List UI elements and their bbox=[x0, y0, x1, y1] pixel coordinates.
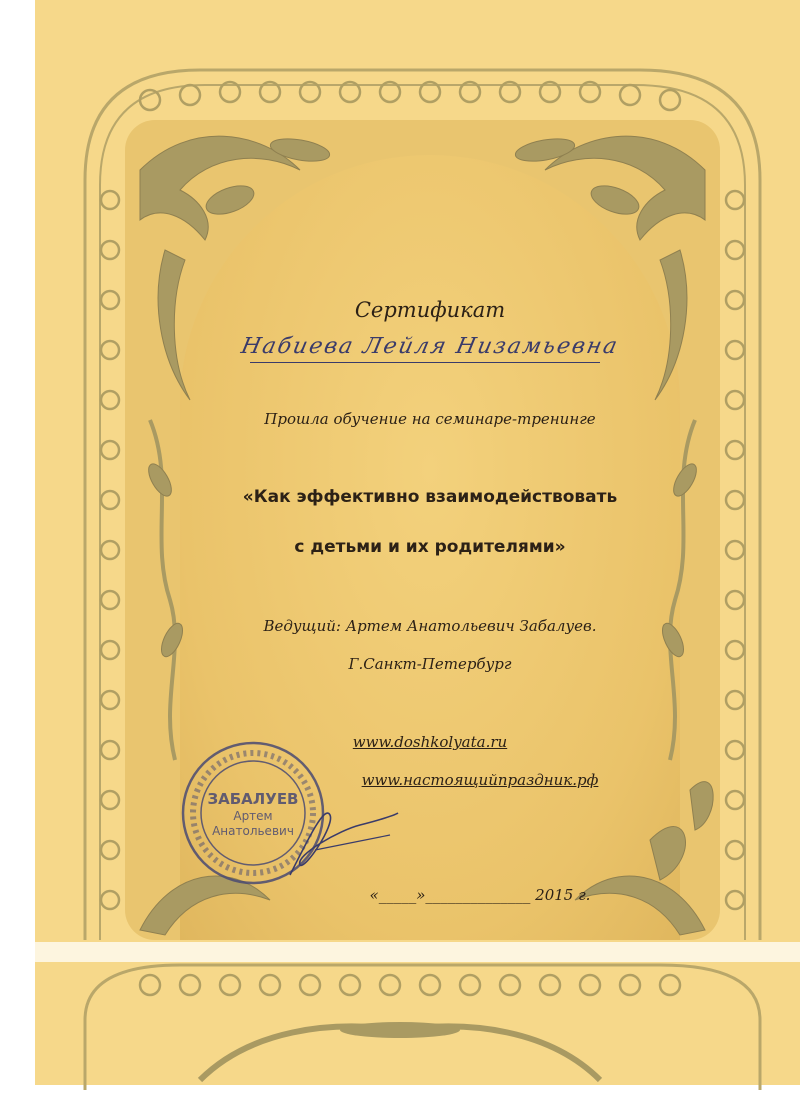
course-title-line-2: с детьми и их родителями» bbox=[294, 537, 566, 557]
city: Г.Санкт-Петербург bbox=[348, 655, 512, 673]
signature bbox=[270, 795, 400, 885]
certificate-title: Сертификат bbox=[354, 298, 506, 322]
website-link-1: www.doshkolyata.ru bbox=[352, 733, 508, 751]
recipient-underline bbox=[250, 362, 600, 363]
recipient-name: Набиева Лейля Низамьевна bbox=[238, 334, 622, 359]
stamp-surname: ЗАБАЛУЕВ bbox=[207, 790, 299, 808]
website-link-2: www.настоящийпраздник.рф bbox=[361, 771, 599, 789]
stamp-first-name: Артем bbox=[233, 809, 273, 823]
course-title-line-1: «Как эффективно взаимодействовать bbox=[242, 487, 618, 507]
issue-date: «_____»______________ 2015 г. bbox=[369, 886, 591, 904]
host-name: Ведущий: Артем Анатольевич Забалуев. bbox=[263, 617, 597, 635]
completion-statement: Прошла обучение на семинаре-тренинге bbox=[264, 410, 596, 428]
stamp-patronymic: Анатольевич bbox=[212, 824, 294, 838]
